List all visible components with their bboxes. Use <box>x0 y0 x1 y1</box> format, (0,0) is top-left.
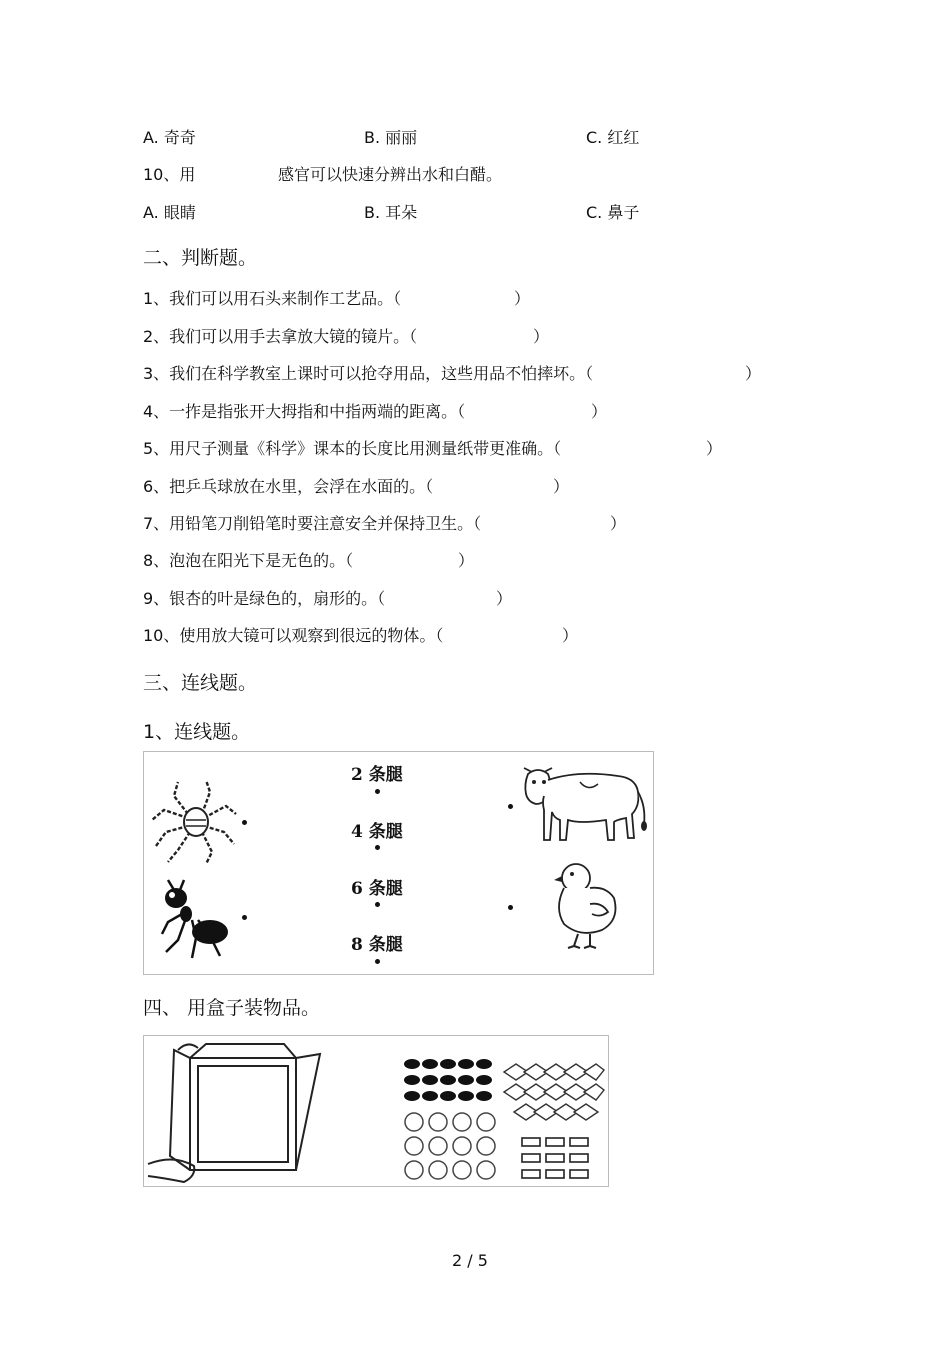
spider-icon <box>148 776 240 868</box>
label-2-legs: 2 条腿 <box>351 765 403 785</box>
q9-option-c: C. 红红 <box>586 128 640 147</box>
box-icon <box>144 1036 344 1186</box>
q10-option-b: B. 耳朵 <box>364 203 418 222</box>
match-dot-ant[interactable] <box>242 915 247 920</box>
section-title-matching: 三、连线题。 <box>143 672 258 694</box>
judgment-item: 1、我们可以用石头来制作工艺品。（ <box>143 289 402 308</box>
section-title-judgment: 二、判断题。 <box>143 247 258 269</box>
close-paren: ） <box>533 327 550 346</box>
matching-figure <box>143 751 654 975</box>
match-dot-6-legs[interactable] <box>375 902 380 907</box>
chick-icon <box>550 858 626 950</box>
judgment-item: 10、使用放大镜可以观察到很远的物体。（ <box>143 626 444 645</box>
label-4-legs: 4 条腿 <box>351 822 403 842</box>
judgment-item: 7、用铅笔刀削铅笔时要注意安全并保持卫生。（ <box>143 514 482 533</box>
label-6-legs: 6 条腿 <box>351 879 403 899</box>
judgment-item: 5、用尺子测量《科学》课本的长度比用测量纸带更准确。（ <box>143 439 562 458</box>
close-paren: ） <box>458 551 475 570</box>
box-figure <box>143 1035 609 1187</box>
close-paren: ） <box>553 477 570 496</box>
judgment-item: 6、把乒乓球放在水里，会浮在水面的。（ <box>143 477 434 496</box>
close-paren: ） <box>514 289 531 308</box>
close-paren: ） <box>610 514 627 533</box>
judgment-item: 9、银杏的叶是绿色的，扇形的。（ <box>143 589 386 608</box>
close-paren: ） <box>591 402 608 421</box>
match-dot-2-legs[interactable] <box>375 789 380 794</box>
close-paren: ） <box>745 364 762 383</box>
blocks-icon <box>500 1062 606 1182</box>
close-paren: ） <box>496 589 513 608</box>
match-dot-8-legs[interactable] <box>375 959 380 964</box>
match-dot-spider[interactable] <box>242 820 247 825</box>
match-dot-chick[interactable] <box>508 905 513 910</box>
matching-subtitle: 1、连线题。 <box>143 721 251 743</box>
q10-suffix: 感官可以快速分辨出水和白醋。 <box>278 165 503 184</box>
label-8-legs: 8 条腿 <box>351 935 403 955</box>
close-paren: ） <box>562 626 579 645</box>
close-paren: ） <box>706 439 723 458</box>
cow-icon <box>518 762 650 846</box>
q10-option-c: C. 鼻子 <box>586 203 640 222</box>
q10-option-a: A. 眼睛 <box>143 203 196 222</box>
judgment-item: 3、我们在科学教室上课时可以抢夺用品，这些用品不怕摔坏。（ <box>143 364 594 383</box>
q10-prefix: 10、用 <box>143 165 196 184</box>
judgment-item: 4、一拃是指张开大拇指和中指两端的距离。（ <box>143 402 466 421</box>
judgment-item: 8、泡泡在阳光下是无色的。（ <box>143 551 354 570</box>
match-dot-4-legs[interactable] <box>375 845 380 850</box>
coins-icon <box>402 1058 498 1182</box>
section-title-box: 四、 用盒子装物品。 <box>143 997 321 1019</box>
page-number: 2 / 5 <box>452 1251 488 1270</box>
q9-option-b: B. 丽丽 <box>364 128 418 147</box>
q9-option-a: A. 奇奇 <box>143 128 196 147</box>
judgment-item: 2、我们可以用手去拿放大镜的镜片。（ <box>143 327 418 346</box>
ant-icon <box>154 878 234 966</box>
match-dot-cow[interactable] <box>508 804 513 809</box>
